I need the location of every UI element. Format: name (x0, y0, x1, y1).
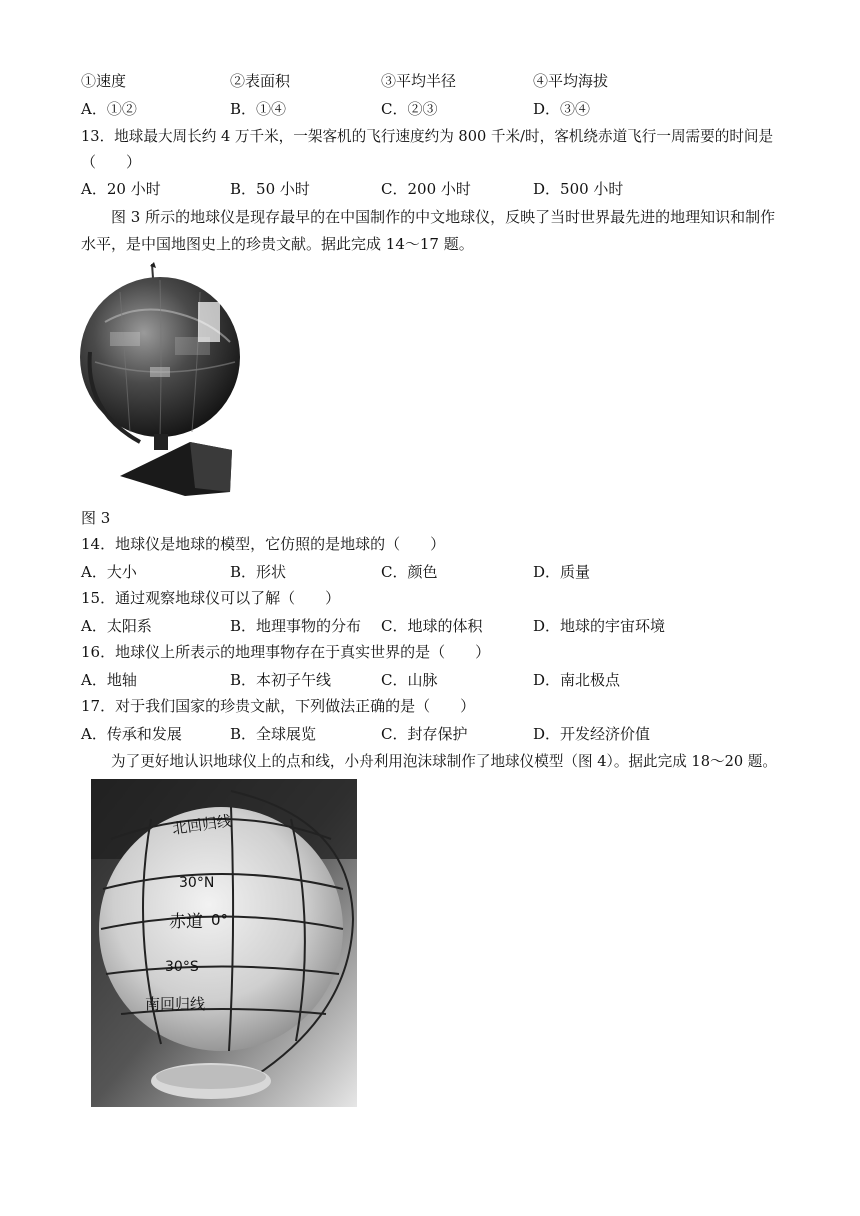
option-1: ①速度 (81, 72, 127, 90)
q14-stem: 14．地球仪是地球的模型，它仿照的是地球的（ ） (81, 535, 446, 553)
q17-choice-c: C．封存保护 (381, 725, 468, 743)
option-2: ②表面积 (230, 72, 291, 90)
q16-choice-c: C．山脉 (381, 671, 438, 689)
q17-choice-d: D．开发经济价值 (533, 725, 651, 743)
q15-choice-d: D．地球的宇宙环境 (533, 617, 666, 635)
q16-choice-d: D．南北极点 (533, 671, 621, 689)
q14-choice-c: C．颜色 (381, 563, 438, 581)
q16-choice-a: A．地轴 (81, 671, 137, 689)
label-tropic-of-capricorn: 南回归线 (145, 995, 206, 1013)
q13-choice-d: D．500 小时 (533, 180, 624, 198)
label-30n: 30°N (179, 875, 215, 891)
q13-choice-c: C．200 小时 (381, 180, 471, 198)
q13-blank: （ ） (81, 153, 142, 171)
q14-choice-b: B．形状 (230, 563, 287, 581)
intro-figure-3: 图 3 所示的地球仪是现存最早的在中国制作的中文地球仪，反映了当时世界最先进的地理知识和制作水平，是中国地图史上的珍贵文献。据此完成 14～17 题。 (81, 208, 776, 253)
option-3: ③平均半径 (381, 72, 457, 90)
q12-choice-a: A．①② (81, 100, 137, 118)
q12-choice-c: C．②③ (381, 100, 438, 118)
label-tropic-of-cancer: 北回归线 (171, 811, 233, 838)
q13-choice-b: B．50 小时 (230, 180, 310, 198)
q17-choice-a: A．传承和发展 (81, 725, 182, 743)
q14-choice-a: A．大小 (81, 563, 137, 581)
label-zero-degree: 0° (211, 911, 229, 929)
q15-choice-c: C．地球的体积 (381, 617, 483, 635)
q13-stem: 13．地球最大周长约 4 万千米，一架客机的飞行速度约为 800 千米/时，客机绕赤道飞行一周需要的时间是 (81, 128, 774, 145)
q15-stem: 15．通过观察地球仪可以了解（ ） (81, 589, 341, 607)
label-equator: 赤道 (169, 912, 203, 932)
figure-4-foam-globe (91, 779, 357, 1107)
q13-choice-a: A．20 小时 (81, 180, 161, 198)
q12-choice-b: B．①④ (230, 100, 287, 118)
q16-stem: 16．地球仪上所表示的地理事物存在于真实世界的是（ ） (81, 643, 491, 661)
q17-stem: 17．对于我们国家的珍贵文献，下列做法正确的是（ ） (81, 697, 476, 715)
label-30s: 30°S (165, 959, 199, 975)
q17-choice-b: B．全球展览 (230, 725, 317, 743)
option-4: ④平均海拔 (533, 72, 609, 90)
q15-choice-b: B．地理事物的分布 (230, 617, 362, 635)
figure-3-globe (80, 262, 245, 497)
intro-figure-4: 为了更好地认识地球仪上的点和线，小舟利用泡沫球制作了地球仪模型（图 4）。据此完成 18～20 题。 (111, 753, 777, 770)
figure-3-caption: 图 3 (81, 509, 111, 527)
q12-choice-d: D．③④ (533, 100, 591, 118)
q16-choice-b: B．本初子午线 (230, 671, 332, 689)
q15-choice-a: A．太阳系 (81, 617, 152, 635)
q14-choice-d: D．质量 (533, 563, 591, 581)
